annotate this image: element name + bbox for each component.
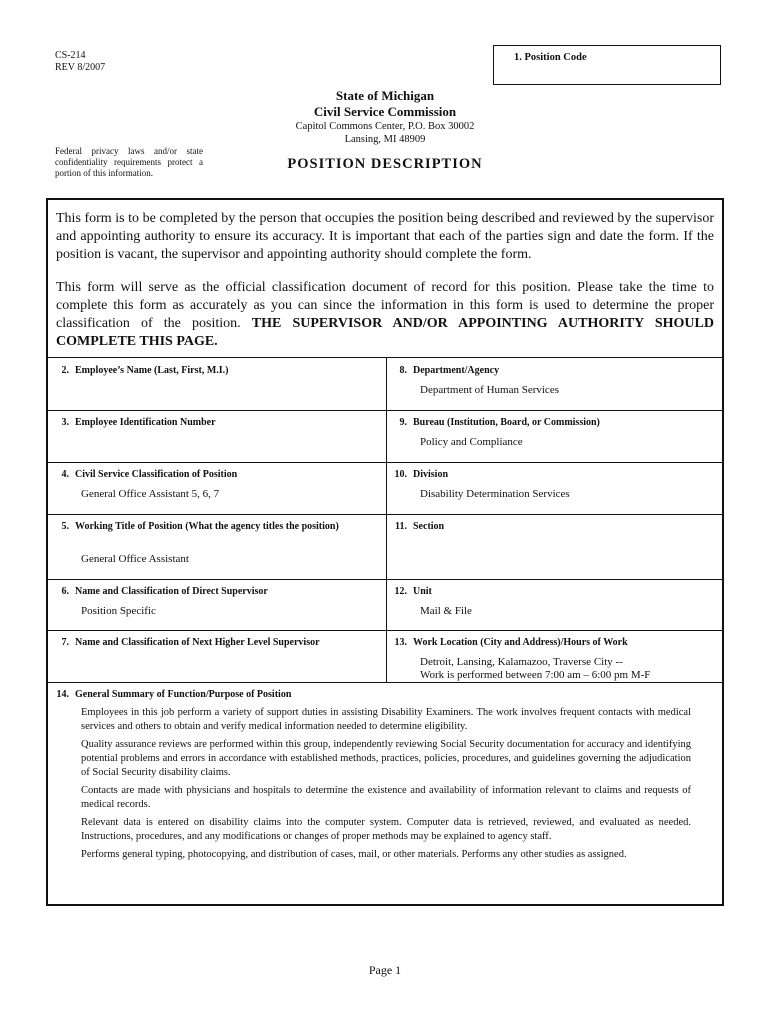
form-revision: REV 8/2007 bbox=[55, 62, 106, 73]
position-code-field[interactable] bbox=[493, 45, 721, 85]
form-number: CS-214 bbox=[55, 50, 86, 61]
field-label: General Summary of Function/Purpose of Position bbox=[75, 689, 292, 700]
intro-paragraph-1: This form is to be completed by the person that occupies the position being described and reviewed by the supervisor and appointing authority to ensure its accuracy. It is important that each of the parties sign and date the form. If the position is vacant, the supervisor and appointing authority should complete the form. bbox=[56, 211, 714, 262]
work-location-cities: Detroit, Lansing, Kalamazoo, Traverse City -- bbox=[420, 656, 623, 668]
field-number: 11. bbox=[395, 521, 407, 532]
working-title-label bbox=[50, 520, 350, 533]
field-label: Name and Classification of Next Higher Level Supervisor bbox=[75, 637, 320, 648]
section-field[interactable] bbox=[420, 540, 710, 560]
work-hours: Work is performed between 7:00 am – 6:00 pm M-F bbox=[420, 669, 651, 681]
summary-paragraph: Quality assurance reviews are performed within this group, independently reviewing Social Security documentation for accuracy and identifying potential problems and errors in accordance with established methods, practices, policies, procedures, and guidelines governing the adjudication of Social Security disability claims. bbox=[81, 739, 691, 778]
next-supervisor-label bbox=[50, 636, 320, 649]
field-label: Employee Identification Number bbox=[75, 417, 216, 428]
row-divider bbox=[48, 682, 722, 683]
summary-paragraph: Contacts are made with physicians and hospitals to determine the existence and availability of information relevant to claims and requests of medical records. bbox=[81, 785, 691, 810]
intro-instruction-bold: THE SUPERVISOR AND/OR APPOINTING AUTHORITY SHOULD COMPLETE THIS PAGE. bbox=[56, 316, 714, 349]
page-number: Page 1 bbox=[368, 963, 402, 977]
bureau-label bbox=[388, 416, 600, 429]
position-code-label: 1. Position Code bbox=[514, 52, 587, 63]
field-label: Civil Service Classification of Position bbox=[75, 469, 238, 480]
general-summary-label bbox=[50, 688, 291, 701]
field-label: Name and Classification of Direct Supervisor bbox=[75, 586, 268, 597]
intro-paragraph-2 bbox=[56, 279, 714, 351]
employee-id-field[interactable] bbox=[81, 436, 381, 456]
row-divider bbox=[48, 514, 722, 515]
work-location-label bbox=[388, 636, 628, 649]
unit-value[interactable]: Mail & File bbox=[420, 605, 472, 617]
row-divider bbox=[48, 410, 722, 411]
direct-supervisor-value[interactable]: Position Specific bbox=[81, 605, 156, 617]
summary-paragraph: Performs general typing, photocopying, and distribution of cases, mail, or other materials. Performs any other studies as assigned. bbox=[81, 849, 627, 860]
field-label: Bureau (Institution, Board, or Commission) bbox=[413, 417, 600, 428]
field-label: Work Location (City and Address)/Hours of Work bbox=[413, 637, 628, 648]
field-number: 6. bbox=[61, 586, 69, 597]
field-label: Employee’s Name (Last, First, M.I.) bbox=[75, 365, 229, 376]
field-label: Division bbox=[413, 469, 449, 480]
field-number: 9. bbox=[399, 417, 407, 428]
row-divider bbox=[48, 579, 722, 580]
agency-header bbox=[240, 88, 530, 146]
summary-paragraph: Employees in this job perform a variety of support duties in assisting Disability Examiners. The work involves frequent contacts with medical services and others to obtain and verify medical information needed to determine eligibility. bbox=[81, 707, 691, 732]
field-number: 2. bbox=[61, 365, 69, 376]
field-label: Working Title of Position (What the agency titles the position) bbox=[75, 521, 339, 532]
privacy-note: Federal privacy laws and/or state confidentiality requirements protect a portion of this information. bbox=[55, 146, 203, 178]
field-number: 3. bbox=[61, 417, 69, 428]
commission-name: Civil Service Commission bbox=[313, 104, 457, 119]
unit-label bbox=[388, 585, 432, 598]
form-header-code bbox=[55, 50, 105, 74]
field-number: 13. bbox=[394, 637, 407, 648]
division-label bbox=[388, 468, 448, 481]
bureau-value[interactable]: Policy and Compliance bbox=[420, 436, 523, 448]
row-divider bbox=[48, 357, 722, 358]
field-number: 4. bbox=[61, 469, 69, 480]
row-divider bbox=[48, 630, 722, 631]
field-number: 8. bbox=[399, 365, 407, 376]
next-supervisor-field[interactable] bbox=[81, 656, 381, 676]
department-agency-label bbox=[388, 364, 499, 377]
work-location-value[interactable] bbox=[420, 656, 650, 682]
page-title: POSITION DESCRIPTION bbox=[287, 156, 483, 172]
field-number: 7. bbox=[61, 637, 69, 648]
employee-name-label bbox=[50, 364, 229, 377]
employee-id-label bbox=[50, 416, 216, 429]
form-body bbox=[46, 198, 724, 906]
classification-value[interactable]: General Office Assistant 5, 6, 7 bbox=[81, 488, 220, 500]
row-divider bbox=[48, 462, 722, 463]
working-title-value[interactable]: General Office Assistant bbox=[81, 553, 189, 565]
field-number: 12. bbox=[394, 586, 407, 597]
field-number: 10. bbox=[394, 469, 407, 480]
agency-address-line1: Capitol Commons Center, P.O. Box 30002 bbox=[295, 121, 475, 132]
classification-label bbox=[50, 468, 237, 481]
field-label: Department/Agency bbox=[413, 365, 500, 376]
field-number: 5. bbox=[61, 521, 69, 532]
department-agency-value[interactable]: Department of Human Services bbox=[420, 384, 559, 396]
employee-name-field[interactable] bbox=[81, 384, 381, 404]
agency-address-line2: Lansing, MI 48909 bbox=[344, 134, 426, 145]
state-name: State of Michigan bbox=[335, 88, 435, 103]
summary-paragraph: Relevant data is entered on disability claims into the computer system. Computer data is retrieved, reviewed, and evaluated as needed. Instructions, procedures, and any modifications or changes of proper methods may be explained to agency staff. bbox=[81, 817, 691, 842]
field-label: Unit bbox=[413, 586, 432, 597]
general-summary-text[interactable] bbox=[81, 706, 691, 866]
direct-supervisor-label bbox=[50, 585, 268, 598]
field-number: 14. bbox=[56, 689, 69, 700]
division-value[interactable]: Disability Determination Services bbox=[420, 488, 570, 500]
column-divider bbox=[386, 357, 387, 682]
section-label bbox=[388, 520, 444, 533]
intro-paragraph-2-text: This form will serve as the official classification document of record for this position. Please take the time to complete this form as accurately as you can since the information in this form is used to determine the proper classification of the position. bbox=[56, 280, 714, 331]
field-label: Section bbox=[413, 521, 445, 532]
